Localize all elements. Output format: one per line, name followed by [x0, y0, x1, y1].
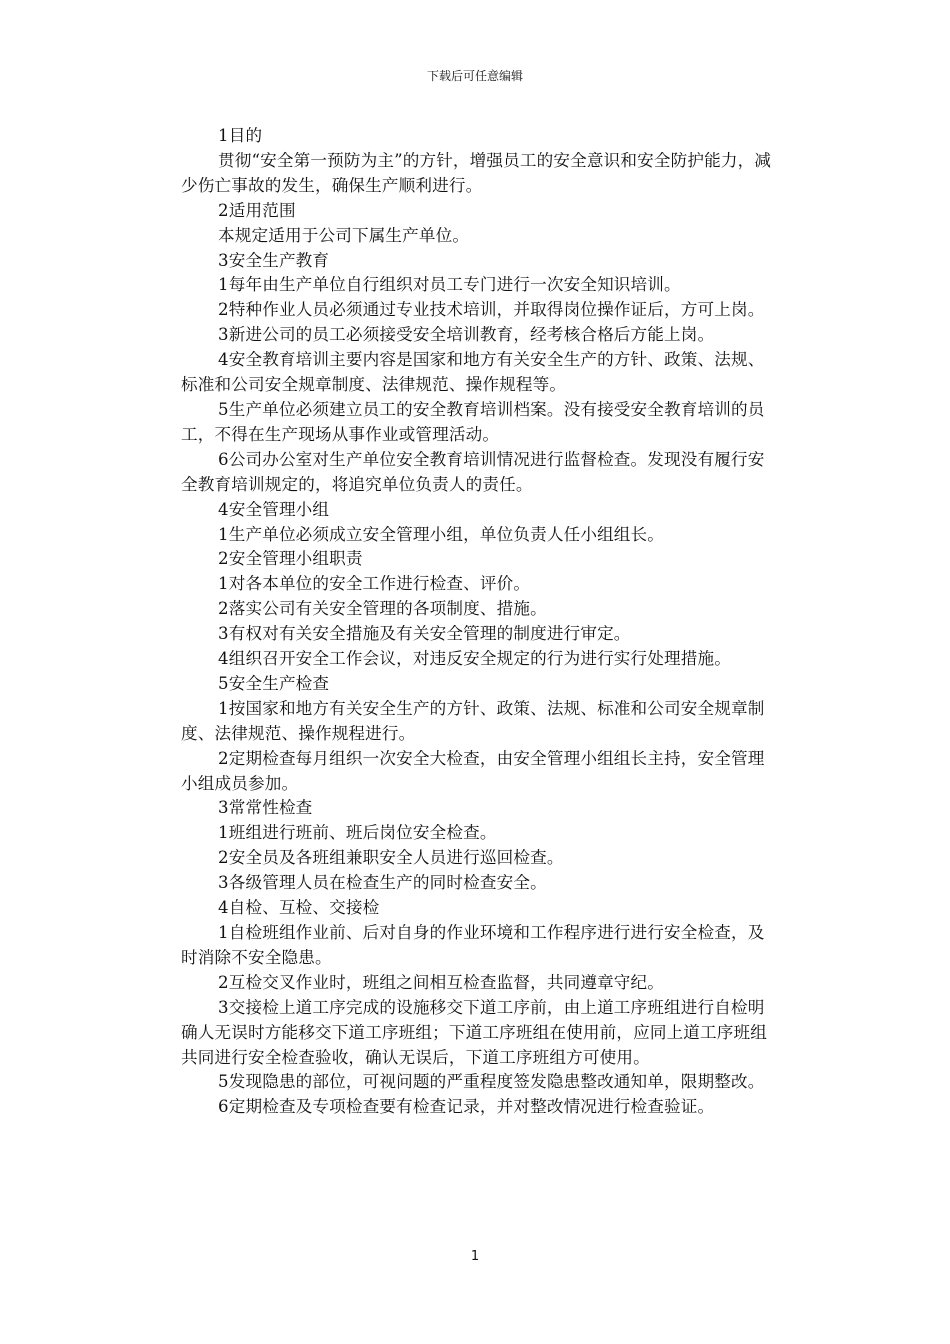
- paragraph: 3新进公司的员工必须接受安全培训教育，经考核合格后方能上岗。: [218, 325, 715, 345]
- paragraph: 2安全员及各班组兼职安全人员进行巡回检查。: [218, 848, 564, 868]
- paragraph: 本规定适用于公司下属生产单位。: [218, 225, 470, 245]
- paragraph: 2特种作业人员必须通过专业技术培训，并取得岗位操作证后，方可上岗。: [218, 300, 765, 320]
- paragraph: 2适用范围: [218, 200, 296, 220]
- paragraph: 1每年由生产单位自行组织对员工专门进行一次安全知识培训。: [218, 275, 681, 295]
- paragraph: 2互检交叉作业时，班组之间相互检查监督，共同遵章守纪。: [218, 972, 665, 992]
- paragraph: 3各级管理人员在检查生产的同时检查安全。: [218, 873, 547, 893]
- paragraph: 4安全管理小组: [218, 499, 330, 519]
- paragraph: 3有权对有关安全措施及有关安全管理的制度进行审定。: [218, 624, 631, 644]
- paragraph: 5生产单位必须建立员工的安全教育培训档案。没有接受安全教育培训的员工，不得在生产现场从事作业或管理活动。: [181, 399, 765, 444]
- paragraph: 3常常性检查: [218, 798, 313, 818]
- paragraph: 1班组进行班前、班后岗位安全检查。: [218, 823, 497, 843]
- paragraph: 2安全管理小组职责: [218, 549, 363, 569]
- paragraph: 1自检班组作业前、后对自身的作业环境和工作程序进行进行安全检查，及时消除不安全隐患。: [181, 923, 765, 967]
- paragraph: 3安全生产教育: [218, 250, 330, 270]
- paragraph: 3交接检上道工序完成的设施移交下道工序前，由上道工序班组进行自检明确人无误时方能移交下道工序班组；下道工序班组在使用前，应同上道工序班组共同进行安全检查验收，确认无误后，下道工序班组方可使用。: [181, 997, 768, 1067]
- paragraph: 4自检、互检、交接检: [218, 898, 380, 918]
- paragraph: 4安全教育培训主要内容是国家和地方有关安全生产的方针、政策、法规、标准和公司安全规章制度、法律规范、操作规程等。: [181, 350, 765, 395]
- paragraph: 1目的: [218, 126, 263, 145]
- page-header-note: 下载后可任意编辑: [426, 69, 523, 83]
- page-number: 1: [470, 1249, 480, 1264]
- document-body: [181, 124, 781, 1120]
- paragraph: 1生产单位必须成立安全管理小组，单位负责人任小组组长。: [218, 524, 665, 544]
- paragraph: 2定期检查每月组织一次安全大检查，由安全管理小组组长主持，安全管理小组成员参加。: [181, 748, 765, 793]
- paragraph: 6公司办公室对生产单位安全教育培训情况进行监督检查。发现没有履行安全教育培训规定的，将追究单位负责人的责任。: [181, 449, 765, 494]
- paragraph: 1按国家和地方有关安全生产的方针、政策、法规、标准和公司安全规章制度、法律规范、操作规程进行。: [181, 698, 765, 743]
- paragraph: 4组织召开安全工作会议，对违反安全规定的行为进行实行处理措施。: [218, 649, 732, 669]
- paragraph: 1对各本单位的安全工作进行检查、评价。: [218, 574, 531, 594]
- paragraph: 6定期检查及专项检查要有检查记录，并对整改情况进行检查验证。: [218, 1097, 715, 1117]
- paragraph: 5安全生产检查: [218, 673, 330, 693]
- paragraph: 2落实公司有关安全管理的各项制度、措施。: [218, 599, 547, 619]
- paragraph: 贯彻“安全第一预防为主”的方针，增强员工的安全意识和安全防护能力，减少伤亡事故的发生，确保生产顺利进行。: [181, 150, 772, 195]
- paragraph: 5发现隐患的部位，可视问题的严重程度签发隐患整改通知单，限期整改。: [218, 1072, 765, 1092]
